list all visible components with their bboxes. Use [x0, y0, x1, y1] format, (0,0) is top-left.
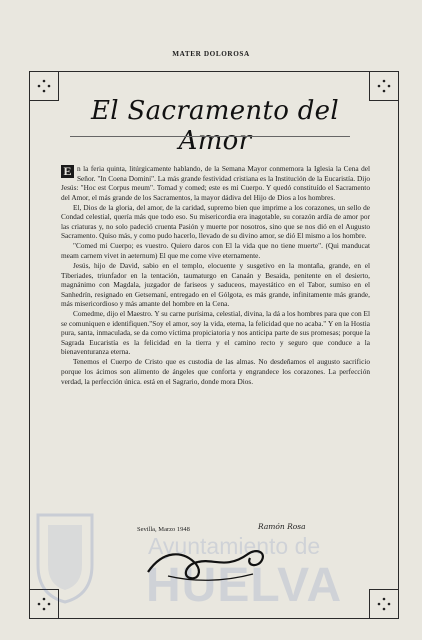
watermark-line-1: Ayuntamiento de [148, 533, 321, 559]
article-paragraph-4: Jesús, hijo de David, sabio en el templo, elocuente y susgetivo en la montaña, grande, en el Tiberiades, triunfador en la tentación, taumaturgo en Canaán y Besaida, penitente en el desierto, magnánimo con Magdala, juzgador de fariseos y saduceos, mayestático en el Tabor, sumiso en el Sanhedrín, resignado en Getsemaní, entregado en el Gólgota, es más grande, infinitamente más grande, más misericordioso y más amante del hombre en la Cena. [61, 260, 370, 309]
diamond-dots-icon [370, 72, 398, 100]
article-paragraph-5: Comedme, dijo el Maestro. Y su carne purísima, celestial, divina, la dá a los hombres para que con El se comuniquen e identifiquen."Soy el amor, soy la vida, eterna, la felicidad que no acaba." Y en la Hostia pura, santa, inmaculada, se da como víctima propiciatoria y nos anticipa parte de sus promesas; porque la Sagrada Eucaristía es la felicidad en la tierra y el camino recto y seguro que conduce a la bienaventuranza eterna. [61, 309, 370, 357]
article-paragraph-2: El, Dios de la gloria, del amor, de la caridad, supremo bien que imprime a los corazones, un sello de Condad celestial, quería más que todo eso. Su misericordia era inagotable, su corazón ardía de amor por las criaturas y, no solo padeció cruenta Pasión y muerte por nosotros, sino que se nos dió en el Augusto Sacramento. Quiso más, y como pudo hacerlo, llevado de su divino amor, se dió El mismo a los hombre. [61, 202, 370, 241]
page-header: MATER DOLOROSA [172, 50, 250, 58]
drop-cap: E [61, 165, 74, 178]
article-title: El Sacramento del Amor [91, 96, 339, 156]
corner-ornament-top-right [369, 71, 399, 101]
article-paragraph-3: "Comed mi Cuerpo; es vuestro. Quiero daros con El la vida que no tiene muerte". (Qui manducat meam carnem vivet in aeternum) El que me come vive eternamente. [61, 241, 370, 260]
article-body [61, 164, 370, 387]
article-paragraph-1: E n la feria quinta, litúrgicamente hablando, de la Semana Mayor conmemora la Iglesia la Cena del Señor. "In Coena Domini". La más grande festividad cristiana es la Institución de la Eucaristía. Dijo Jesús: "Hoc est Corpus meum". Tomad y comed; este es mi Cuerpo. Y quedó constituído el Sacramento del Amor, el más grande de los Sacramentos, la mayor dádiva del Hijo de Dios a los hombres. [61, 164, 370, 202]
author-signature: Ramón Rosa [258, 522, 306, 531]
diamond-dots-icon [370, 590, 398, 618]
title-underline [70, 136, 350, 137]
flourish-ornament [138, 542, 278, 584]
city-seal-watermark [30, 510, 100, 605]
place-date: Sevilla, Marzo 1948 [137, 526, 190, 533]
corner-ornament-bottom-right [369, 589, 399, 619]
diamond-dots-icon [30, 72, 58, 100]
corner-ornament-top-left [29, 71, 59, 101]
article-paragraph-6: Tenemos el Cuerpo de Cristo que es custodia de las almas. No desdeñamos el augusto sacrificio porque los ácimos son alimento de ángeles que conforta y engrandece los corazones. La perfección verdad, la perfección única. está en el Sagrario, donde mora Dios. [61, 357, 370, 386]
watermark-line-2: HUELVA [146, 559, 343, 612]
